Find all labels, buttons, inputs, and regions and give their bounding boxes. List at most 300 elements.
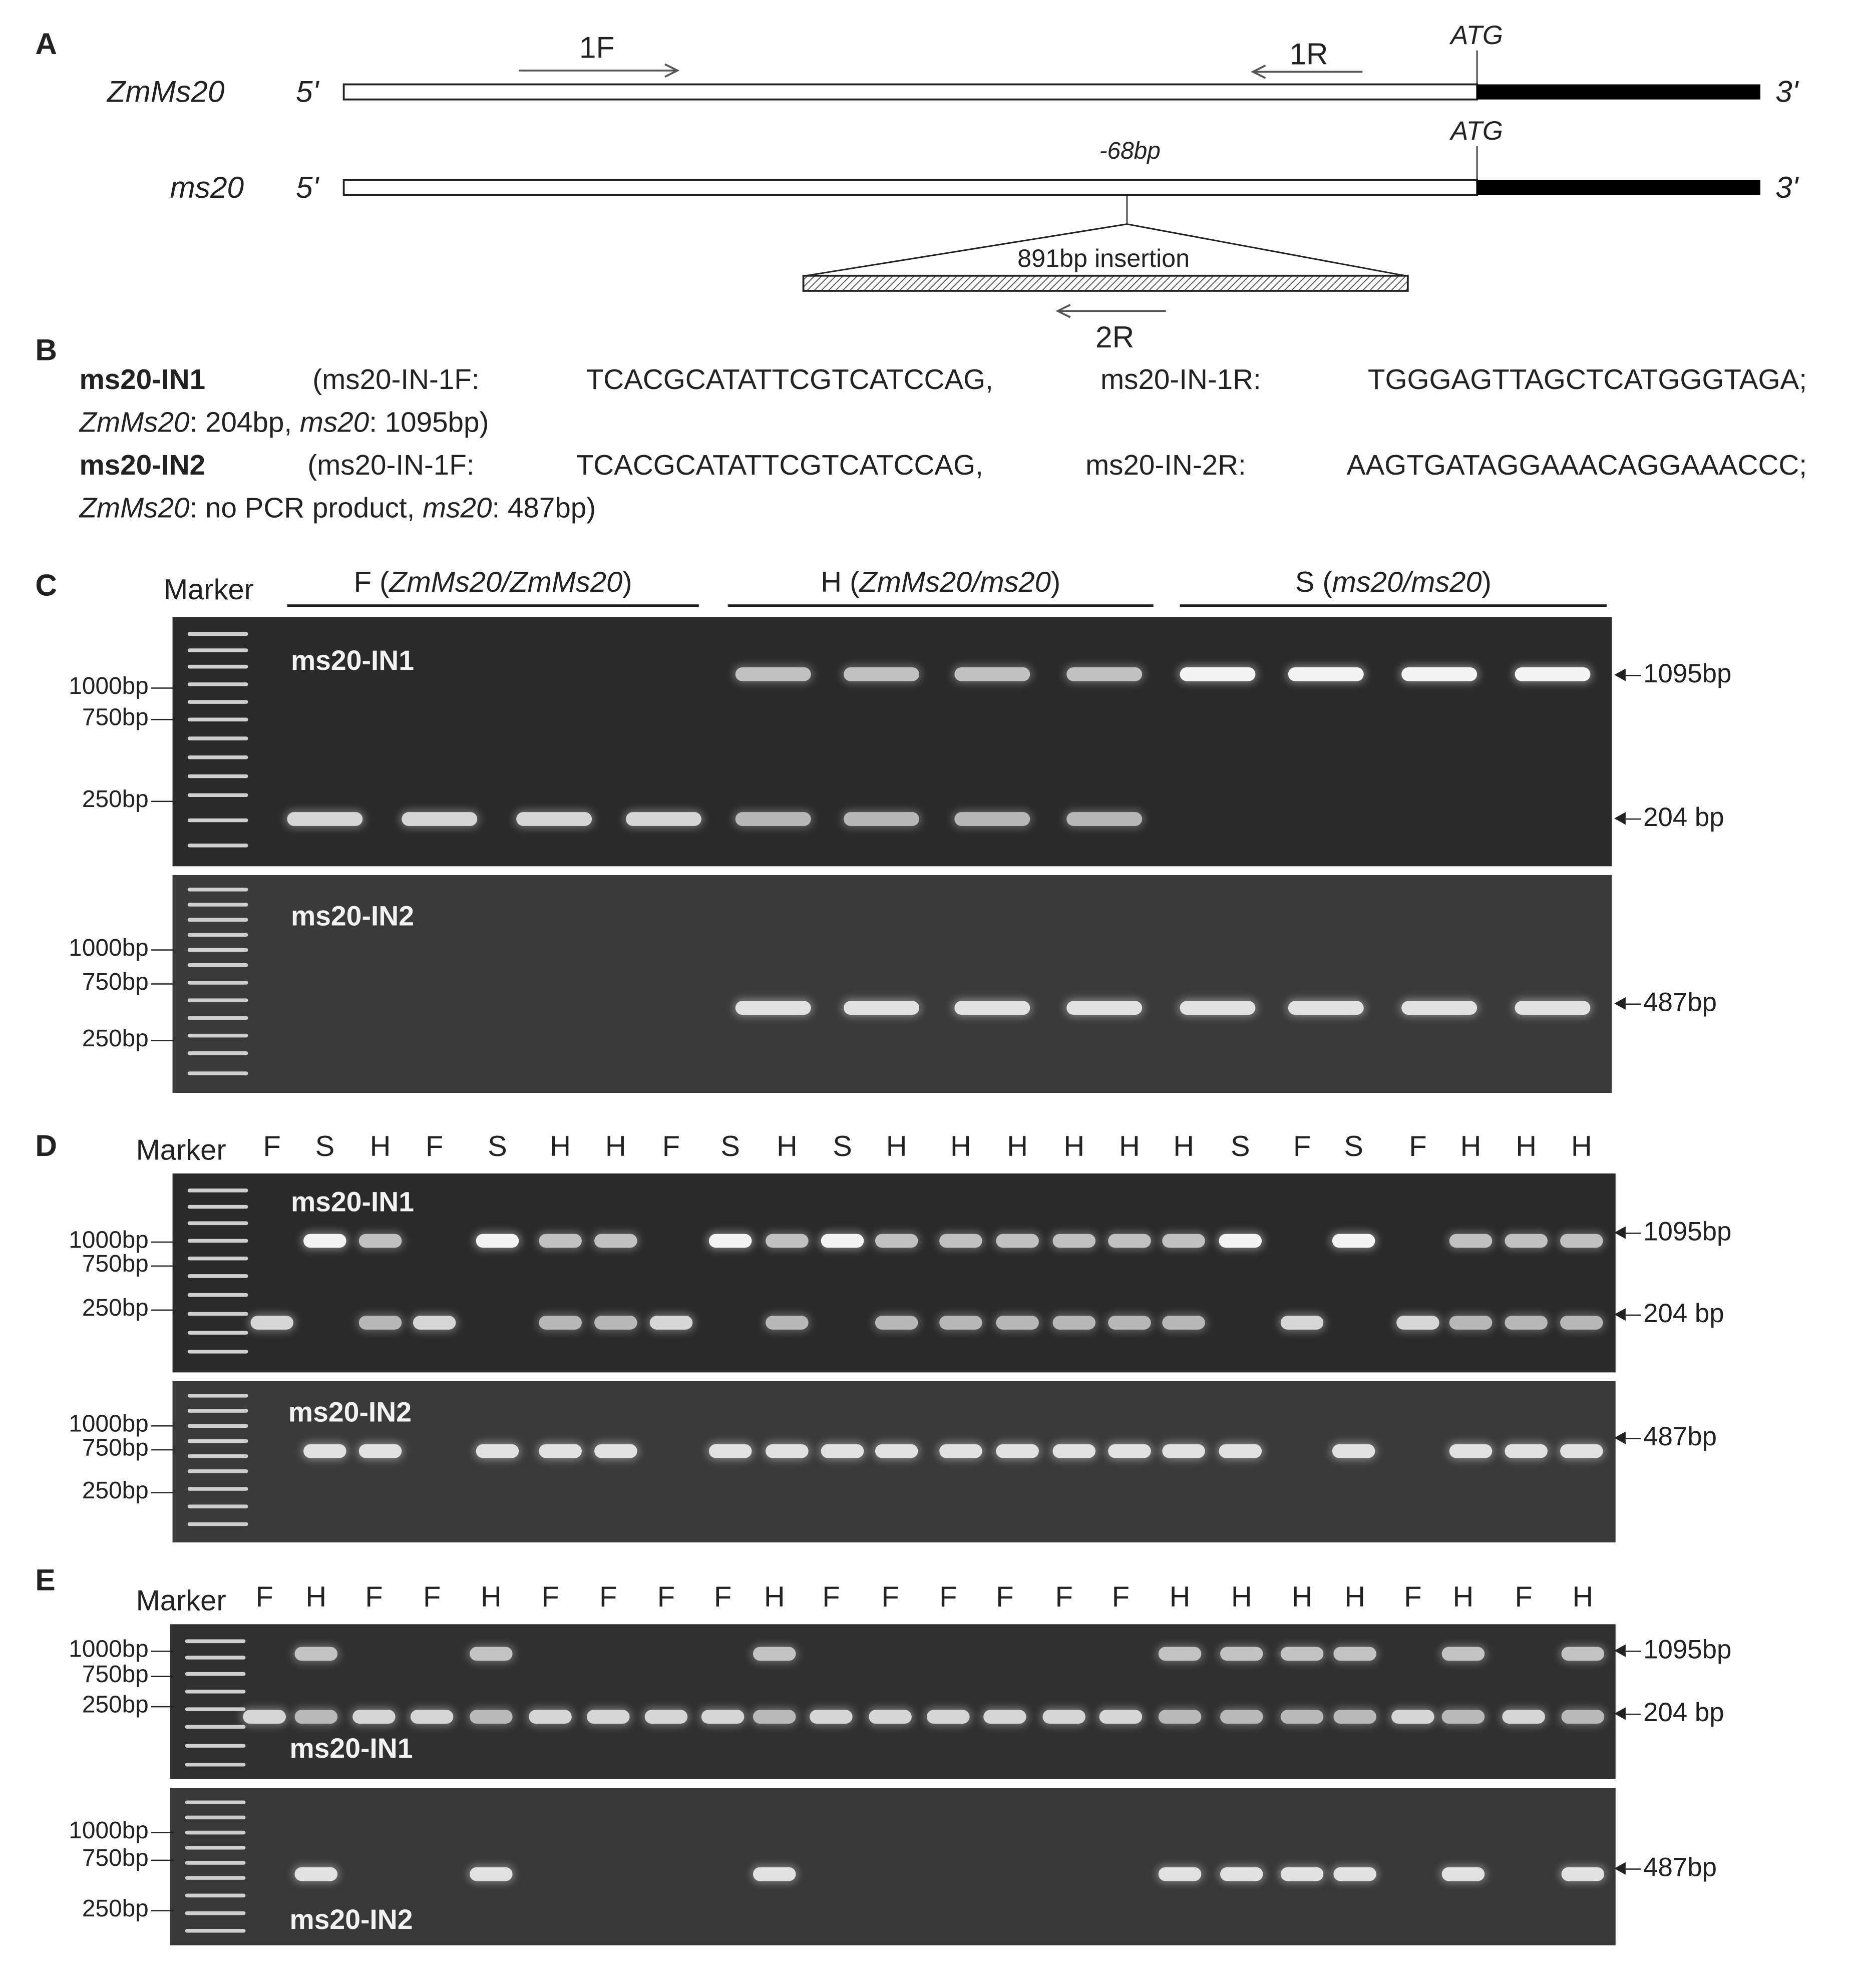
gel-band (470, 1710, 513, 1724)
gel-band (516, 812, 592, 826)
gel-c-in2 (173, 875, 1612, 1093)
size-label: 1000bp (10, 1637, 149, 1665)
lane-label: H (1063, 1129, 1085, 1162)
gel-band (875, 1234, 918, 1248)
five-prime-label: 5' (296, 171, 319, 205)
lane-label: F (255, 1580, 273, 1613)
gel-band (709, 1444, 752, 1458)
size-label: 250bp (10, 1692, 149, 1720)
ladder-band (188, 1188, 248, 1192)
gel-band (766, 1234, 809, 1248)
size-label: 250bp (10, 1478, 149, 1506)
gel-band (1281, 1316, 1324, 1330)
lane-label: H (305, 1580, 327, 1613)
marker-description (79, 359, 1807, 530)
wt-coding-bar (1477, 85, 1760, 100)
gel-band (1220, 1710, 1263, 1724)
primer-2r-label: 2R (1095, 321, 1135, 355)
ladder-band (185, 1831, 246, 1835)
lane-label: F (1112, 1580, 1130, 1613)
gel-band (1560, 1316, 1603, 1330)
ladder-band (188, 1409, 248, 1413)
three-prime-label: 3' (1775, 171, 1798, 205)
gel-band (1505, 1234, 1548, 1248)
lane-label: S (488, 1129, 507, 1162)
gel-band (476, 1444, 519, 1458)
ladder-band (188, 648, 248, 652)
ladder-band (185, 1725, 246, 1729)
lane-label: H (1344, 1580, 1366, 1613)
gel-band (1042, 1710, 1085, 1724)
gel-band (1159, 1647, 1202, 1661)
size-label: 250bp (10, 787, 149, 815)
gel-band (587, 1710, 630, 1724)
gel-title: ms20-IN1 (289, 1732, 413, 1764)
lane-label: F (1055, 1580, 1073, 1613)
gel-band (996, 1444, 1039, 1458)
ladder-band (188, 1331, 248, 1335)
gel-band (1108, 1316, 1151, 1330)
mut-coding-bar (1477, 180, 1760, 195)
gel-title: ms20-IN2 (289, 1903, 413, 1935)
gel-band (1442, 1647, 1485, 1661)
gel-band (1449, 1234, 1493, 1248)
gel-band (954, 812, 1030, 826)
gel-band (1449, 1444, 1493, 1458)
ladder-band (185, 1800, 246, 1804)
gene-name: ZmMs20 (79, 492, 190, 524)
gel-band (1562, 1710, 1605, 1724)
marker-name: ms20-IN1 (79, 363, 206, 395)
gel-band (1108, 1234, 1151, 1248)
gel-band (1281, 1647, 1324, 1661)
lane-label: F (713, 1580, 732, 1613)
gel-band (594, 1316, 637, 1330)
ladder-band (188, 718, 248, 722)
gel-band (402, 812, 477, 826)
ladder-band (185, 1656, 246, 1660)
panel-label-d: D (35, 1129, 58, 1163)
lane-label: F (541, 1580, 559, 1613)
lane-label: F (425, 1129, 444, 1162)
gel-e-in1 (170, 1624, 1616, 1779)
gel-band (996, 1316, 1039, 1330)
lane-label: S (315, 1129, 335, 1162)
ladder-band (188, 665, 248, 669)
ladder-band (188, 793, 248, 797)
panel-label-c: C (35, 569, 58, 603)
gel-band (844, 667, 919, 681)
gel-band (701, 1710, 745, 1724)
gel-title: ms20-IN2 (288, 1396, 412, 1428)
ladder-band (188, 1257, 248, 1261)
panel-label-e: E (35, 1563, 56, 1598)
ladder-band (185, 1744, 246, 1748)
size-label: 750bp (10, 1846, 149, 1873)
gel-band (1159, 1867, 1202, 1881)
gel-band (1162, 1234, 1205, 1248)
gel-band (1220, 1867, 1263, 1881)
gel-band (1053, 1316, 1096, 1330)
lane-label: H (1291, 1580, 1313, 1613)
mut-promoter-bar (344, 180, 1477, 195)
gel-band (1391, 1710, 1434, 1724)
ladder-band (188, 1274, 248, 1278)
three-prime-label: 3' (1775, 75, 1798, 110)
gel-c-in1 (173, 617, 1612, 866)
ladder-band (188, 1469, 248, 1473)
lane-label: H (1572, 1580, 1594, 1613)
lane-label: H (369, 1129, 391, 1162)
wt-gene-label: ZmMs20 (107, 75, 225, 110)
gel-band (1396, 1316, 1439, 1330)
ladder-band (188, 1239, 248, 1243)
ladder-band (188, 844, 248, 848)
lane-label: H (764, 1580, 785, 1613)
gel-band (287, 812, 362, 826)
ladder-band (188, 1439, 248, 1443)
product-size: : 204bp, (189, 407, 300, 439)
gel-band (295, 1710, 338, 1724)
lane-label: F (1293, 1129, 1311, 1162)
lane-label: H (1571, 1129, 1592, 1162)
ladder-band (188, 948, 248, 952)
mut-gene-label: ms20 (170, 171, 244, 205)
gene-structure-diagram (0, 0, 1851, 365)
insertion-box (804, 276, 1408, 291)
atg-label: ATG (1450, 21, 1503, 51)
gel-band (766, 1444, 809, 1458)
band-label-204: 204 bp (1614, 1299, 1724, 1329)
ladder-band (188, 1016, 248, 1020)
gel-band (844, 812, 919, 826)
ladder-band (188, 1454, 248, 1458)
gel-band (939, 1316, 982, 1330)
primer-1f-label: 1F (579, 31, 615, 66)
gel-band (1333, 1647, 1376, 1661)
ladder-band (185, 1816, 246, 1820)
gel-band (1502, 1710, 1545, 1724)
gel-band (1562, 1867, 1605, 1881)
gel-band (1505, 1444, 1548, 1458)
group-header-h: H (ZmMs20/ms20) (728, 565, 1154, 607)
gel-band (1401, 667, 1477, 681)
ladder-band (188, 1487, 248, 1491)
lane-label: F (365, 1580, 383, 1613)
gel-band (295, 1647, 338, 1661)
gene-name: ms20 (423, 492, 492, 524)
gel-band (1442, 1867, 1485, 1881)
gel-band (1053, 1234, 1096, 1248)
gel-band (735, 667, 811, 681)
marker-header: Marker (136, 1583, 226, 1617)
lane-label: H (550, 1129, 571, 1162)
lane-label: H (1119, 1129, 1140, 1162)
gel-title: ms20-IN1 (290, 644, 415, 676)
gel-band (996, 1234, 1039, 1248)
gel-d-in2 (173, 1381, 1616, 1542)
ladder-band (188, 1293, 248, 1297)
gel-band (1162, 1444, 1205, 1458)
gel-band (1288, 1001, 1364, 1015)
lane-label: F (1515, 1580, 1533, 1613)
gel-band (1219, 1234, 1262, 1248)
gel-band (1180, 1001, 1256, 1015)
ladder-band (188, 903, 248, 907)
gel-band (939, 1234, 982, 1248)
gel-band (1180, 667, 1256, 681)
gel-band (250, 1316, 293, 1330)
gel-band (352, 1710, 396, 1724)
size-label: 250bp (10, 1296, 149, 1323)
lane-label: H (605, 1129, 626, 1162)
band-label-487: 487bp (1614, 1853, 1717, 1883)
size-label: 750bp (10, 1435, 149, 1463)
gel-title: ms20-IN1 (290, 1186, 415, 1218)
gel-band (303, 1234, 346, 1248)
ladder-band (185, 1640, 246, 1644)
gel-band (1515, 667, 1591, 681)
gel-band (875, 1316, 918, 1330)
gel-band (359, 1316, 402, 1330)
ladder-band (185, 1690, 246, 1694)
ladder-band (188, 1051, 248, 1055)
ladder-band (188, 755, 248, 759)
gel-band (539, 1316, 582, 1330)
gel-band (810, 1710, 853, 1724)
lane-label: F (423, 1580, 441, 1613)
gel-band (1066, 1001, 1142, 1015)
lane-label: F (263, 1129, 281, 1162)
lane-label: S (720, 1129, 740, 1162)
band-label-1095: 1095bp (1614, 1218, 1731, 1248)
lane-label: F (1404, 1580, 1422, 1613)
size-label: 750bp (10, 970, 149, 997)
band-label-1095: 1095bp (1614, 1636, 1731, 1666)
product-size: : 1095bp) (369, 407, 489, 439)
lane-label: F (599, 1580, 617, 1613)
ladder-band (185, 1707, 246, 1711)
ladder-band (188, 933, 248, 937)
gel-band (645, 1710, 688, 1724)
gel-band (1332, 1234, 1375, 1248)
gene-name: ZmMs20 (79, 407, 190, 439)
ladder-band (185, 1763, 246, 1767)
gel-band (1562, 1647, 1605, 1661)
gel-band (753, 1647, 796, 1661)
gel-band (821, 1444, 864, 1458)
lane-label: F (1409, 1129, 1427, 1162)
ladder-band (188, 700, 248, 704)
gel-band (594, 1444, 637, 1458)
ladder-band (188, 1071, 248, 1075)
gel-band (476, 1234, 519, 1248)
band-label-1095: 1095bp (1614, 660, 1731, 690)
lane-label: H (776, 1129, 798, 1162)
lane-label: S (1230, 1129, 1250, 1162)
primer-1r-label: 1R (1289, 38, 1328, 72)
size-label: 750bp (10, 705, 149, 732)
gel-band (594, 1234, 637, 1248)
ladder-band (188, 1034, 248, 1038)
marker-header: Marker (163, 573, 254, 606)
gel-band (753, 1710, 796, 1724)
gel-band (735, 1001, 811, 1015)
wt-promoter-bar (344, 85, 1477, 100)
gel-band (1053, 1444, 1096, 1458)
size-label: 1000bp (10, 1818, 149, 1846)
gel-band (1333, 1710, 1376, 1724)
panel-label-b: B (35, 333, 58, 368)
ladder-band (188, 981, 248, 985)
lane-label: S (1344, 1129, 1363, 1162)
lane-label: H (1007, 1129, 1028, 1162)
primer-text: (ms20-IN-1F: TCACGCATATTCGTCATCCAG, ms20-IN-1R: TGGGAGTTAGCTCATGGGTAGA; (312, 363, 1807, 395)
gel-band (869, 1710, 912, 1724)
gel-band (539, 1234, 582, 1248)
ladder-band (188, 1205, 248, 1209)
gel-band (626, 812, 701, 826)
gel-band (983, 1710, 1026, 1724)
ladder-band (188, 1394, 248, 1398)
ladder-band (185, 1929, 246, 1933)
gel-band (1159, 1710, 1202, 1724)
ladder-band (188, 963, 248, 967)
gel-band (243, 1710, 286, 1724)
marker-name: ms20-IN2 (79, 449, 206, 481)
gel-band (539, 1444, 582, 1458)
lane-label: H (1231, 1580, 1252, 1613)
ladder-band (185, 1672, 246, 1676)
gel-band (1442, 1710, 1485, 1724)
gel-band (875, 1444, 918, 1458)
gel-band (753, 1867, 796, 1881)
five-prime-label: 5' (296, 75, 319, 110)
gel-band (1332, 1444, 1375, 1458)
size-label: 1000bp (10, 1411, 149, 1439)
gel-band (1515, 1001, 1591, 1015)
lane-label: H (886, 1129, 907, 1162)
gel-band (1219, 1444, 1262, 1458)
gel-band (1333, 1867, 1376, 1881)
ladder-band (188, 774, 248, 778)
ladder-band (188, 888, 248, 892)
atg-label: ATG (1450, 117, 1503, 146)
gel-band (939, 1444, 982, 1458)
gel-d-in1 (173, 1173, 1616, 1372)
lane-label: F (657, 1580, 675, 1613)
gel-title: ms20-IN2 (290, 900, 415, 932)
panel-label-a: A (35, 28, 58, 62)
ladder-band (188, 1424, 248, 1428)
gel-band (1066, 812, 1142, 826)
ladder-band (188, 682, 248, 686)
gel-band (1401, 1001, 1477, 1015)
ladder-band (188, 819, 248, 823)
ladder-band (188, 1222, 248, 1226)
ladder-band (188, 736, 248, 740)
lane-label: H (1516, 1129, 1537, 1162)
ladder-band (188, 1312, 248, 1316)
gel-band (927, 1710, 970, 1724)
size-label: 750bp (10, 1662, 149, 1690)
gel-band (413, 1316, 456, 1330)
lane-label: H (1452, 1580, 1474, 1613)
gel-e-in2 (170, 1788, 1616, 1945)
lane-label: F (996, 1580, 1014, 1613)
lane-label: F (822, 1580, 840, 1613)
ladder-band (185, 1876, 246, 1880)
gel-band (954, 1001, 1030, 1015)
gel-band (766, 1316, 809, 1330)
product-size: : 487bp) (492, 492, 596, 524)
gel-band (1099, 1710, 1143, 1724)
lane-label: H (950, 1129, 971, 1162)
gel-band (1066, 667, 1142, 681)
size-label: 1000bp (10, 936, 149, 963)
ladder-band (185, 1846, 246, 1850)
lane-label: H (1460, 1129, 1482, 1162)
ladder-band (188, 632, 248, 636)
ladder-band (188, 1504, 248, 1508)
ladder-band (188, 1522, 248, 1526)
gel-band (735, 812, 811, 826)
gel-band (1220, 1647, 1263, 1661)
ladder-band (188, 998, 248, 1002)
product-size: : no PCR product, (189, 492, 423, 524)
group-header-f: F (ZmMs20/ZmMs20) (287, 565, 698, 607)
insertion-label: 891bp insertion (1017, 245, 1190, 273)
ladder-band (185, 1894, 246, 1898)
lane-label: H (480, 1580, 502, 1613)
ladder-band (185, 1911, 246, 1915)
size-label: 750bp (10, 1252, 149, 1279)
band-label-487: 487bp (1614, 1423, 1717, 1453)
size-label: 1000bp (10, 674, 149, 701)
gel-band (1449, 1316, 1493, 1330)
gel-band (1560, 1234, 1603, 1248)
gel-band (1505, 1316, 1548, 1330)
size-label: 250bp (10, 1026, 149, 1054)
band-label-487: 487bp (1614, 988, 1717, 1018)
gene-name: ms20 (299, 407, 369, 439)
size-label: 1000bp (10, 1228, 149, 1255)
gel-band (470, 1647, 513, 1661)
ladder-band (188, 1350, 248, 1354)
size-label: 250bp (10, 1896, 149, 1924)
gel-band (411, 1710, 454, 1724)
gel-band (821, 1234, 864, 1248)
deletion-label: -68bp (1099, 138, 1161, 165)
gel-band (1560, 1444, 1603, 1458)
band-label-204: 204 bp (1614, 804, 1724, 834)
gel-band (1162, 1316, 1205, 1330)
gel-band (1281, 1867, 1324, 1881)
gel-band (844, 1001, 919, 1015)
ladder-band (188, 918, 248, 922)
marker-header: Marker (136, 1133, 226, 1166)
gel-band (303, 1444, 346, 1458)
gel-band (1108, 1444, 1151, 1458)
lane-label: F (881, 1580, 899, 1613)
lane-label: F (939, 1580, 957, 1613)
gel-band (650, 1316, 693, 1330)
gel-band (529, 1710, 572, 1724)
gel-band (1281, 1710, 1324, 1724)
gel-band (359, 1234, 402, 1248)
ladder-band (185, 1861, 246, 1865)
lane-label: H (1169, 1580, 1191, 1613)
